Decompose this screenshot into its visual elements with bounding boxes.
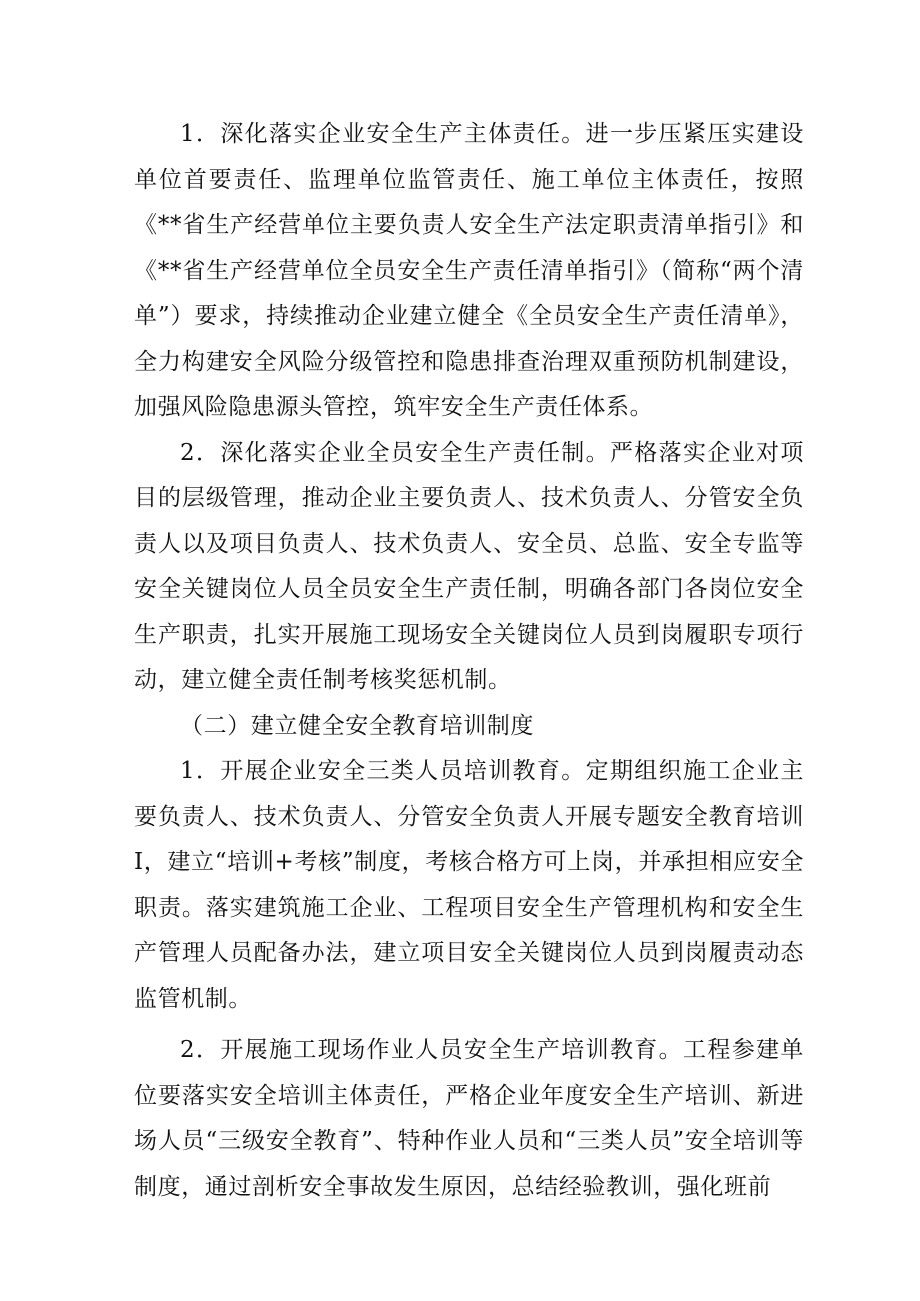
document-body <box>134 112 804 1210</box>
paragraph-responsibility-all-staff: 2．深化落实企业全员安全生产责任制。严格落实企业对项目的层级管理，推动企业主要负责人、技术负责人、分管安全负责人以及项目负责人、技术负责人、安全员、总监、安全专监等安全关键岗位人员全员安全生产责任制，明确各部门各岗位安全生产职责，扎实开展施工现场安全关键岗位人员到岗履职专项行动，建立健全责任制考核奖惩机制。 <box>134 439 804 693</box>
paragraph-responsibility-main: 1．深化落实企业安全生产主体责任。进一步压紧压实建设单位首要责任、监理单位监管责任、施工单位主体责任，按照《**省生产经营单位主要负责人安全生产法定职责清单指引》和《**省生产经营单位全员安全生产责任清单指引》（简称“两个清单”）要求，持续推动企业建立健全《全员安全生产责任清单》，全力构建安全风险分级管控和隐患排查治理双重预防机制建设，加强风险隐患源头管控，筑牢安全生产责任体系。 <box>134 121 804 420</box>
section-heading-training: （二）建立健全安全教育培训制度 <box>180 712 534 739</box>
paragraph-training-three-types: 1．开展企业安全三类人员培训教育。定期组织施工企业主要负责人、技术负责人、分管安全负责人开展专题安全教育培训I，建立“培训+考核”制度，考核合格方可上岗，并承担相应安全职责。落实建筑施工企业、工程项目安全生产管理机构和安全生产管理人员配备办法，建立项目安全关键岗位人员到岗履责动态监管机制。 <box>134 758 804 1012</box>
paragraph-training-site-workers: 2．开展施工现场作业人员安全生产培训教育。工程参建单位要落实安全培训主体责任，严格企业年度安全生产培训、新进场人员“三级安全教育”、特种作业人员和“三类人员”安全培训等制度，通过剖析安全事故发生原因，总结经验教训，强化班前 <box>134 1037 804 1200</box>
